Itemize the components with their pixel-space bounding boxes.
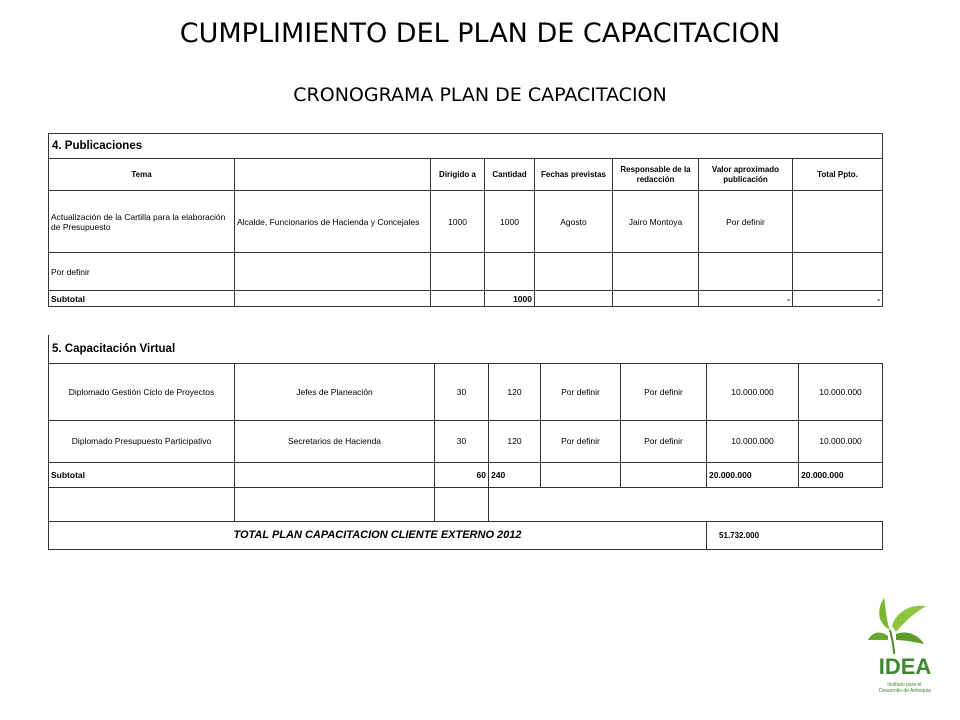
grand-total-label: TOTAL PLAN CAPACITACION CLIENTE EXTERNO 2012 xyxy=(49,521,707,549)
table-row xyxy=(49,420,883,462)
table-cell: Diplomado Presupuesto Participativo xyxy=(49,420,235,462)
table-cell xyxy=(235,487,435,521)
subtotal-label: Subtotal xyxy=(49,291,235,307)
table-cell: 1000 xyxy=(431,191,485,253)
table-cell: 120 xyxy=(489,363,541,420)
table-cell: 10.000.000 xyxy=(707,420,799,462)
table-cell: 10.000.000 xyxy=(799,420,883,462)
table-cell xyxy=(489,487,883,521)
table-cell xyxy=(435,487,489,521)
page-subtitle: CRONOGRAMA PLAN DE CAPACITACION xyxy=(293,84,667,106)
table-cell xyxy=(535,291,613,307)
table-cell: 10.000.000 xyxy=(707,363,799,420)
header-cell xyxy=(235,159,431,191)
table-cell: Por definir xyxy=(621,420,707,462)
table-cell: 30 xyxy=(435,363,489,420)
table-cell: Por definir xyxy=(49,253,235,291)
header-cell: Dirigido a xyxy=(431,159,485,191)
table-cell xyxy=(621,462,707,487)
section-title: 5. Capacitación Virtual xyxy=(49,335,883,363)
table-row xyxy=(49,253,883,291)
subtotal-label: Subtotal xyxy=(49,462,235,487)
table-cell: 10.000.000 xyxy=(799,363,883,420)
table-row xyxy=(49,363,883,420)
table-cell: Agosto xyxy=(535,191,613,253)
table-cell xyxy=(431,291,485,307)
table-cell xyxy=(541,462,621,487)
table-cell: Por definir xyxy=(699,191,793,253)
table-cell: Por definir xyxy=(541,420,621,462)
subtotal-row xyxy=(49,291,883,307)
section-title: 4. Publicaciones xyxy=(49,134,883,159)
table-cell: Diplomado Gestión Ciclo de Proyectos xyxy=(49,363,235,420)
table-cell: Actualización de la Cartilla para la elaboración de Presupuesto xyxy=(49,191,235,253)
svg-text:Instituto para el Desarr: Instituto para el Desarrollo de Antioquia xyxy=(879,682,931,694)
grand-total-value: 51.732.000 xyxy=(707,521,883,549)
table-cell xyxy=(793,191,883,253)
grand-total-row xyxy=(49,521,883,549)
logo-text: IDEA xyxy=(878,654,932,679)
table-cell: Secretarios de Hacienda xyxy=(235,420,435,462)
table-cell xyxy=(235,291,431,307)
subtotal-dirigido: 60 xyxy=(435,462,489,487)
header-cell: Tema xyxy=(49,159,235,191)
header-cell: Valor aproximado publicación xyxy=(699,159,793,191)
table-cell xyxy=(793,253,883,291)
table-cell xyxy=(535,253,613,291)
subtotal-total: - xyxy=(793,291,883,307)
page-title: CUMPLIMIENTO DEL PLAN DE CAPACITACION xyxy=(179,18,781,49)
table-cell xyxy=(613,291,699,307)
table-cell: Alcalde, Funcionarios de Hacienda y Concejales xyxy=(235,191,431,253)
capacitacion-virtual-table xyxy=(48,335,883,550)
table-cell xyxy=(613,253,699,291)
table-cell: 30 xyxy=(435,420,489,462)
table-cell: 1000 xyxy=(485,191,535,253)
table-cell: Jefes de Planeación xyxy=(235,363,435,420)
header-cell: Fechas previstas xyxy=(535,159,613,191)
table-cell: Jairo Montoya xyxy=(613,191,699,253)
subtotal-cantidad: 240 xyxy=(489,462,541,487)
table-cell: 120 xyxy=(489,420,541,462)
subtotal-row xyxy=(49,462,883,487)
publicaciones-table xyxy=(48,133,883,307)
table-cell xyxy=(431,253,485,291)
table-row xyxy=(49,191,883,253)
subtotal-valor: - xyxy=(699,291,793,307)
table-cell xyxy=(49,487,235,521)
table-cell xyxy=(699,253,793,291)
table-row xyxy=(49,487,883,521)
subtotal-total: 20.000.000 xyxy=(799,462,883,487)
table-cell xyxy=(485,253,535,291)
header-cell: Responsable de la redacción xyxy=(613,159,699,191)
idea-logo xyxy=(866,590,944,700)
table-cell xyxy=(235,462,435,487)
table-cell xyxy=(235,253,431,291)
header-cell: Cantidad xyxy=(485,159,535,191)
header-cell: Total Ppto. xyxy=(793,159,883,191)
table-cell: Por definir xyxy=(621,363,707,420)
subtotal-cantidad: 1000 xyxy=(485,291,535,307)
leaf-icon xyxy=(866,590,944,700)
subtotal-valor: 20.000.000 xyxy=(707,462,799,487)
table-cell: Por definir xyxy=(541,363,621,420)
